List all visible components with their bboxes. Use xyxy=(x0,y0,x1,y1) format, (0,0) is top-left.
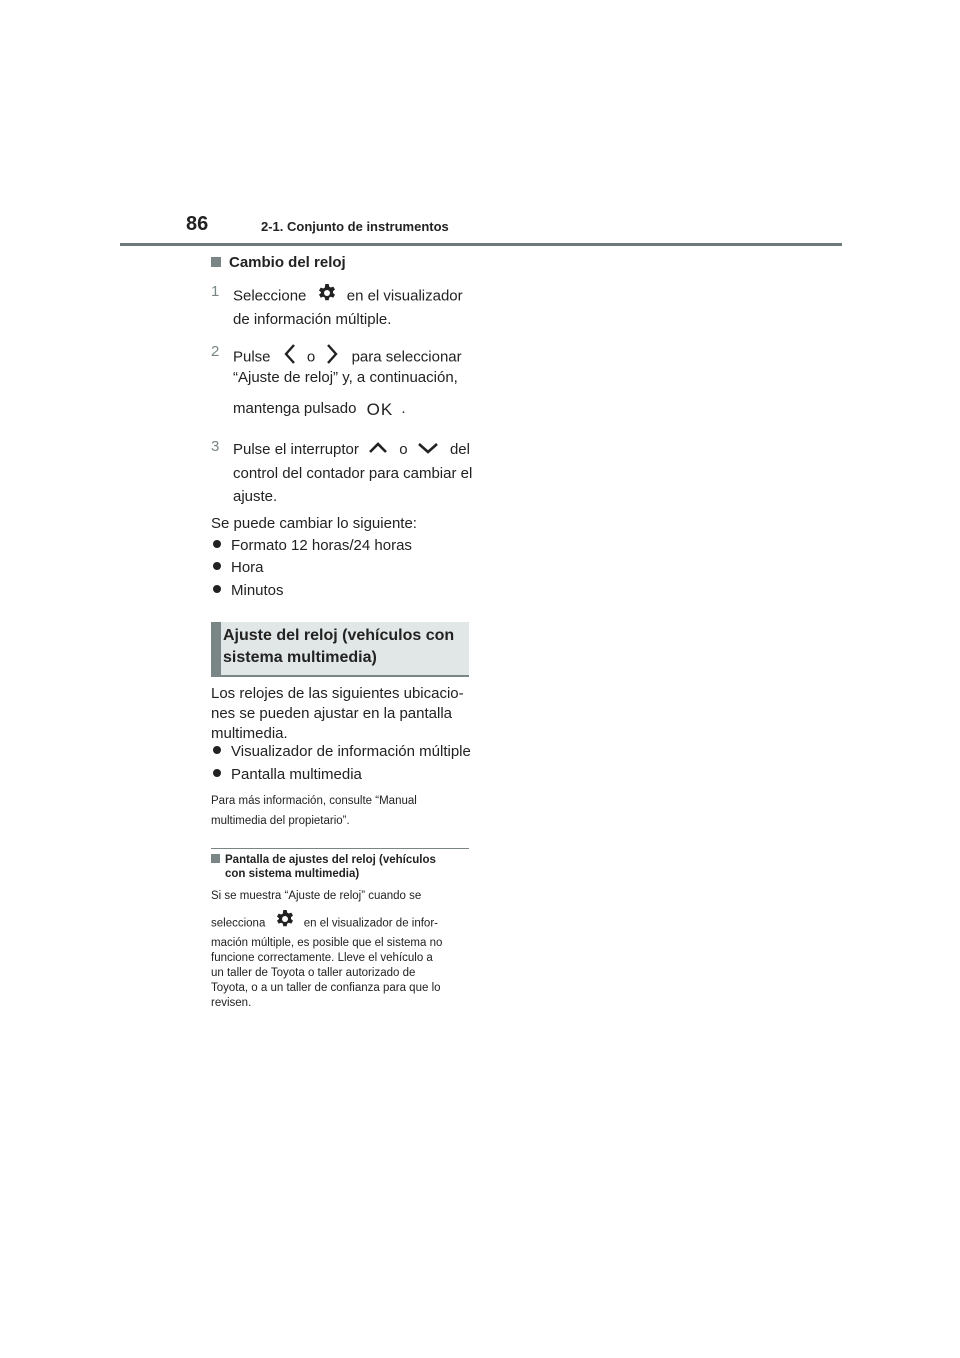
chevron-up-icon xyxy=(367,439,389,462)
list-item: Pantalla multimedia xyxy=(211,764,469,786)
topic-title: Ajuste del reloj (vehículos con sistema multimedia) xyxy=(223,627,455,666)
list-item: Visualizador de información múltiple xyxy=(211,741,469,763)
bullet-dot-icon xyxy=(213,769,221,777)
step-number: 3 xyxy=(211,438,220,455)
square-bullet-icon xyxy=(211,854,220,863)
change-intro: Se puede cambiar lo siguiente: xyxy=(211,515,417,532)
chevron-down-icon xyxy=(416,439,440,462)
note-divider xyxy=(211,848,469,849)
section-title: 2-1. Conjunto de instrumentos xyxy=(261,219,449,234)
bullet-dot-icon xyxy=(213,746,221,754)
ok-button-icon: OK xyxy=(366,399,394,419)
step-number: 2 xyxy=(211,343,220,360)
list-item: Minutos xyxy=(211,580,469,602)
clock-change-heading: Cambio del reloj xyxy=(211,254,469,271)
note-body: Si se muestra “Ajuste de reloj” cuando se selecciona en el visualizador de infor- mación múltiple, es posible que el sistema no funcione correctamente. Lleve el vehículo a un taller de Toyota o taller autorizado de Toyota, o a un taller de confianza para que lo revisen. xyxy=(211,890,443,1009)
step-2: 2 Pulse o para seleccionar “Ajuste de reloj” y, a continuación, mantenga pulsado OK . xyxy=(211,343,462,419)
gear-icon xyxy=(275,909,295,938)
list-item: Formato 12 horas/24 horas xyxy=(211,535,469,557)
multimedia-paragraph: Los relojes de las siguientes ubicacio- nes se pueden ajustar en la pantalla multimedia. xyxy=(211,685,464,742)
step-1: 1 Seleccione en el visualizador de información múltiple. xyxy=(211,283,463,328)
topic-accent-bar xyxy=(211,622,221,675)
more-info-text: Para más información, consulte “Manual multimedia del propietario”. xyxy=(211,795,417,827)
bullet-dot-icon xyxy=(213,585,221,593)
topic-heading-box xyxy=(211,622,469,677)
bullet-dot-icon xyxy=(213,562,221,570)
step-3: 3 Pulse el interruptor o del control del contador para cambiar el ajuste. xyxy=(211,438,473,505)
bullet-dot-icon xyxy=(213,540,221,548)
square-bullet-icon xyxy=(211,257,221,267)
note-heading: Pantalla de ajustes del reloj (vehículos con sistema multimedia) xyxy=(211,853,469,881)
step-number: 1 xyxy=(211,283,220,300)
page-number: 86 xyxy=(186,213,209,235)
header-divider xyxy=(120,243,842,246)
gear-icon xyxy=(317,283,337,310)
list-item: Hora xyxy=(211,557,469,579)
